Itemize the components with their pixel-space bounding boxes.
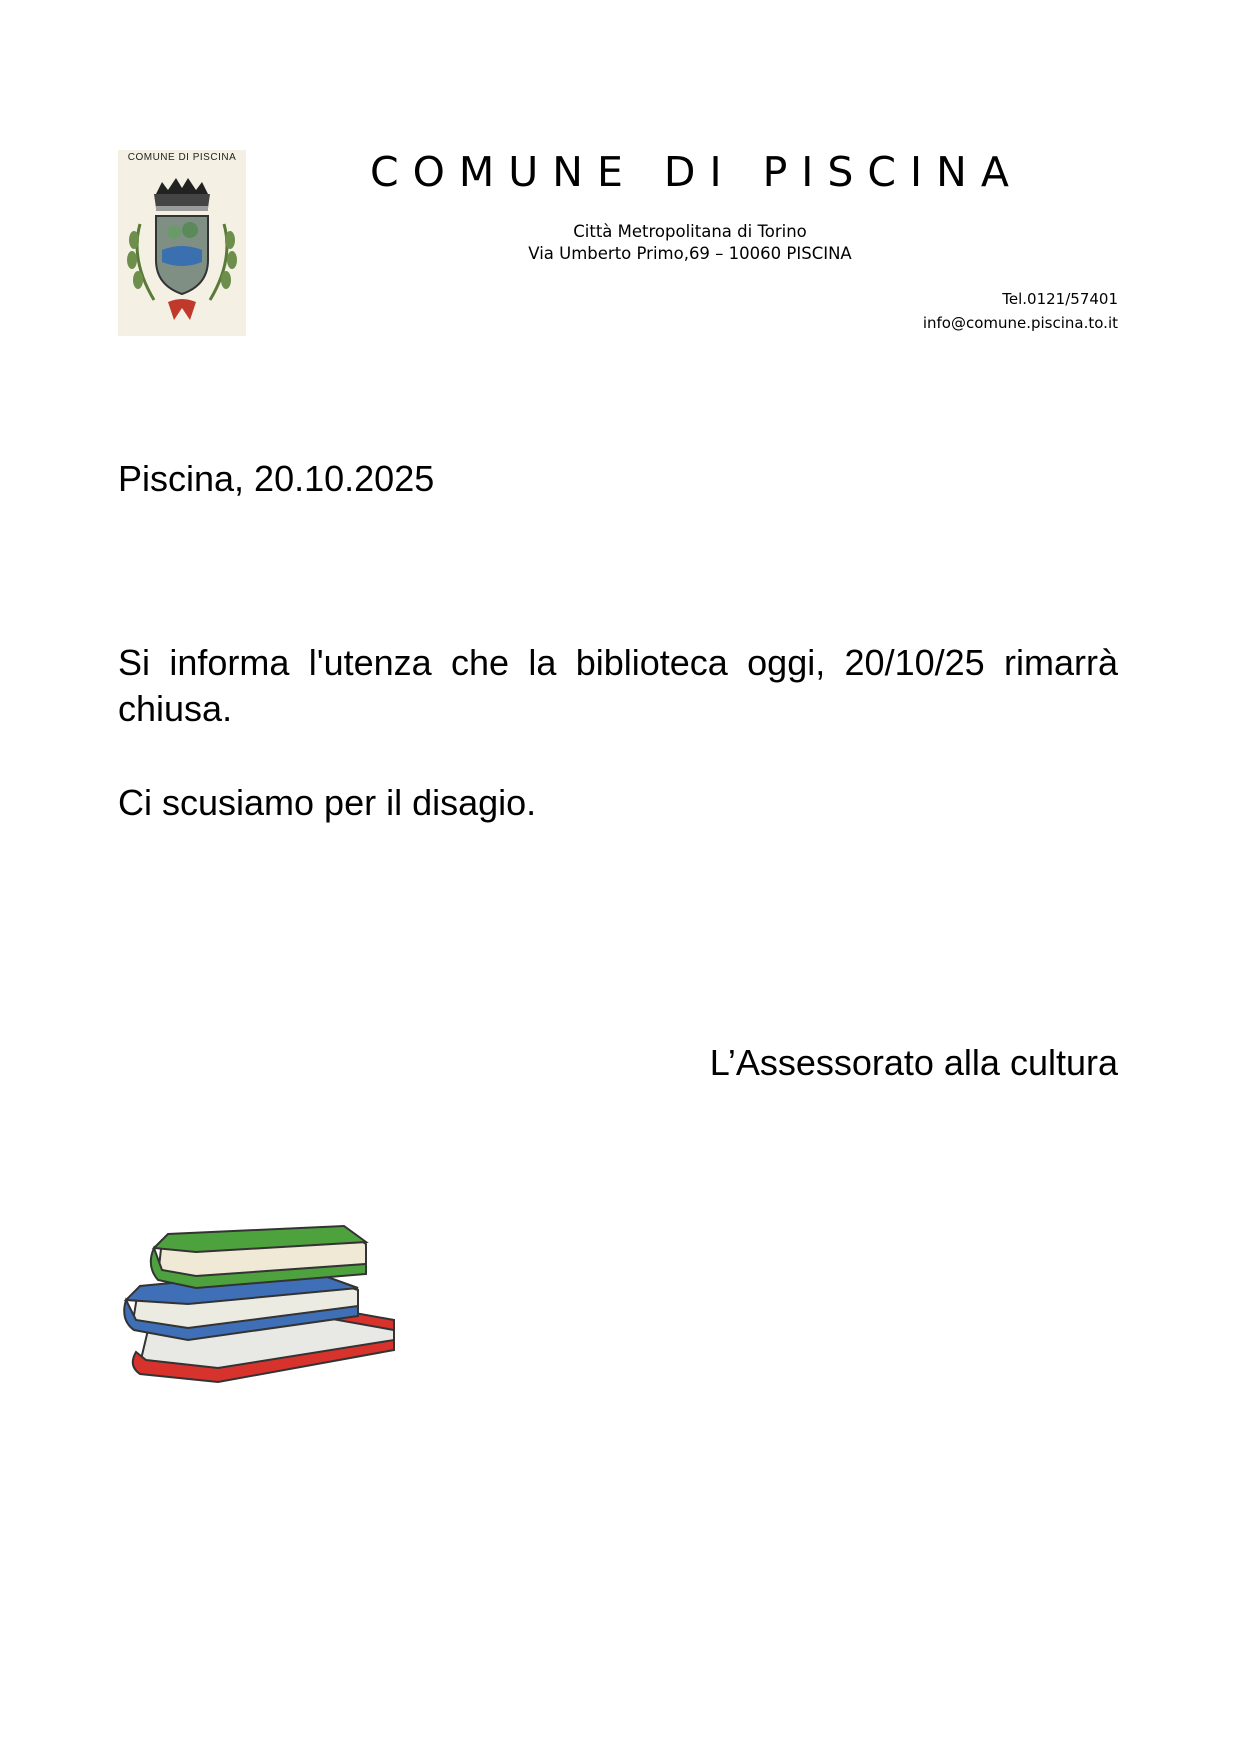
phone-number: Tel.0121/57401 [1002, 290, 1118, 308]
stack-of-books-icon [118, 1190, 398, 1405]
letter-body: Si informa l'utenza che la biblioteca oggi, 20/10/25 rimarrà chiusa. [118, 642, 1118, 729]
crest-label: COMUNE DI PISCINA [127, 152, 237, 163]
coat-of-arms-icon [118, 150, 246, 336]
subtitle-address: Via Umberto Primo,69 – 10060 PISCINA [528, 244, 852, 263]
letter-signature: L’Assessorato alla cultura [709, 1042, 1118, 1083]
municipality-title: COMUNE DI PISCINA [370, 148, 1023, 196]
letter-apology: Ci scusiamo per il disagio. [118, 782, 537, 823]
letter-date: Piscina, 20.10.2025 [118, 458, 435, 499]
subtitle-metropolitan-city: Città Metropolitana di Torino [573, 222, 807, 241]
email-address: info@comune.piscina.to.it [922, 314, 1118, 332]
